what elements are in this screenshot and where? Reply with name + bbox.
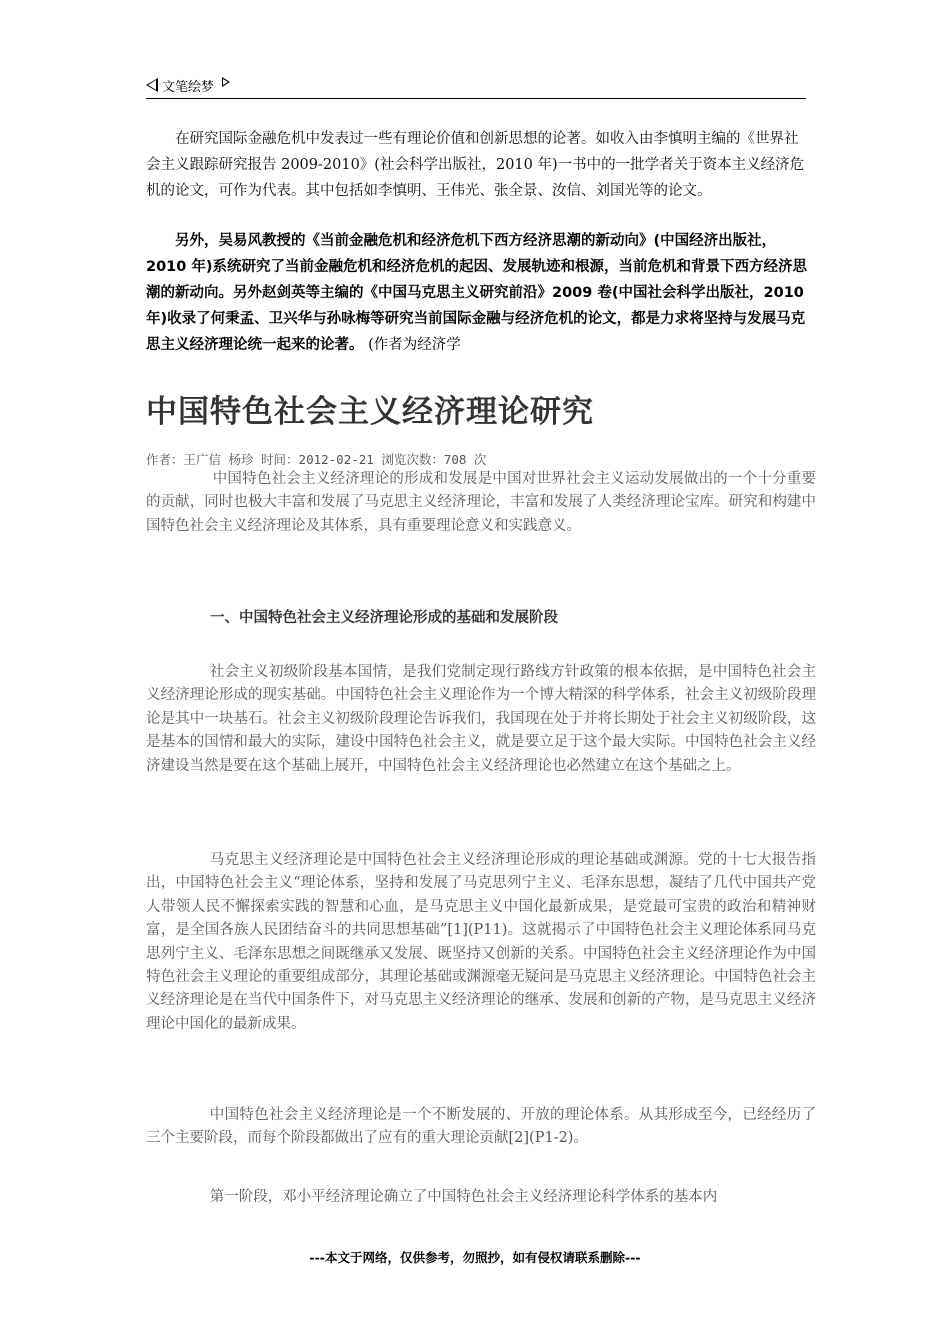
bold-paragraph-text: 另外，吴易风教授的《当前金融危机和经济危机下西方经济思潮的新动向》(中国经济出版社，2010 年)系统研究了当前金融危机和经济危机的起因、发展轨迹和根源，当前危机和背景下西方经济思潮的新动向。另外赵剑英等主编的《中国马克思主义研究前沿》2009 卷(中国社会科学出版社，2010 年)收录了何秉孟、卫兴华与孙咏梅等研究当前国际金融与经济危机的论文，都是力求将坚持与发展马克思主义经济理论统一起来的论著。 [146,233,808,353]
body-paragraph-1: 社会主义初级阶段基本国情，是我们党制定现行路线方针政策的根本依据，是中国特色社会主义经济理论形成的现实基础。中国特色社会主义理论作为一个博大精深的科学体系，社会主义初级阶段理论是其中一块基石。社会主义初级阶段理论告诉我们，我国现在处于并将长期处于社会主义初级阶段，这是基本的国情和最大的实际，建设中国特色社会主义，就是要立足于这个最大实际。中国特色社会主义经济建设当然是要在这个基础上展开，中国特色社会主义经济理论也必然建立在这个基础之上。 [146,664,816,774]
body-paragraph-3: 中国特色社会主义经济理论是一个不断发展的、开放的理论体系。从其形成至今，已经经历了三个主要阶段，而每个阶段都做出了应有的重大理论贡献[2](P1-2)。 [146,1107,816,1147]
footer-notice: ---本文于网络，仅供参考，勿照抄，如有侵权请联系删除--- [309,1250,641,1265]
intro-paragraph: 在研究国际金融危机中发表过一些有理论价值和创新思想的论著。如收入由李慎明主编的《世界社会主义跟踪研究报告 2009-2010》(社会科学出版社，2010 年)一书中的一批学者关于资本主义经济危机的论文，可作为代表。其中包括如李慎明、王伟光、张全景、汝信、刘国光等的论文。 [146,131,805,199]
header-logo-text: 文笔绘梦 [162,79,215,95]
article-title: 中国特色社会主义经济理论研究 [146,394,594,430]
page-header [146,72,806,99]
triangle-left-icon [146,78,158,92]
body-paragraph-2: 马克思主义经济理论是中国特色社会主义经济理论形成的理论基础或渊源。党的十七大报告指出，中国特色社会主义“理论体系，坚持和发展了马克思列宁主义、毛泽东思想，凝结了几代中国共产党人带领人民不懈探索实践的智慧和心血，是马克思主义中国化最新成果，是党最可宝贵的政治和精神财富，是全国各族人民团结奋斗的共同思想基础”[1](P11)。这就揭示了中国特色社会主义理论体系同马克思列宁主义、毛泽东思想之间既继承又发展、既坚持又创新的关系。中国特色社会主义经济理论作为中国特色社会主义理论的重要组成部分，其理论基础或渊源毫无疑问是马克思主义经济理论。中国特色社会主义经济理论是在当代中国条件下，对马克思主义经济理论的继承、发展和创新的产物，是马克思主义经济理论中国化的最新成果。 [146,852,816,1032]
article-lead: 中国特色社会主义经济理论的形成和发展是中国对世界社会主义运动发展做出的一个十分重要的贡献，同时也极大丰富和发展了马克思主义经济理论，丰富和发展了人类经济理论宝库。研究和构建中国特色社会主义经济理论及其体系，具有重要理论意义和实践意义。 [146,471,816,534]
bold-paragraph [146,228,808,358]
section-heading: 一、中国特色社会主义经济理论形成的基础和发展阶段 [210,610,558,626]
body-paragraph-4: 第一阶段，邓小平经济理论确立了中国特色社会主义经济理论科学体系的基本内 [209,1189,718,1205]
triangle-right-icon [222,77,230,87]
article-meta: 作者：王广信 杨珍 时间：2012-02-21 浏览次数：708 次 [146,452,487,467]
bold-paragraph-tail: (作者为经济学 [363,337,461,353]
